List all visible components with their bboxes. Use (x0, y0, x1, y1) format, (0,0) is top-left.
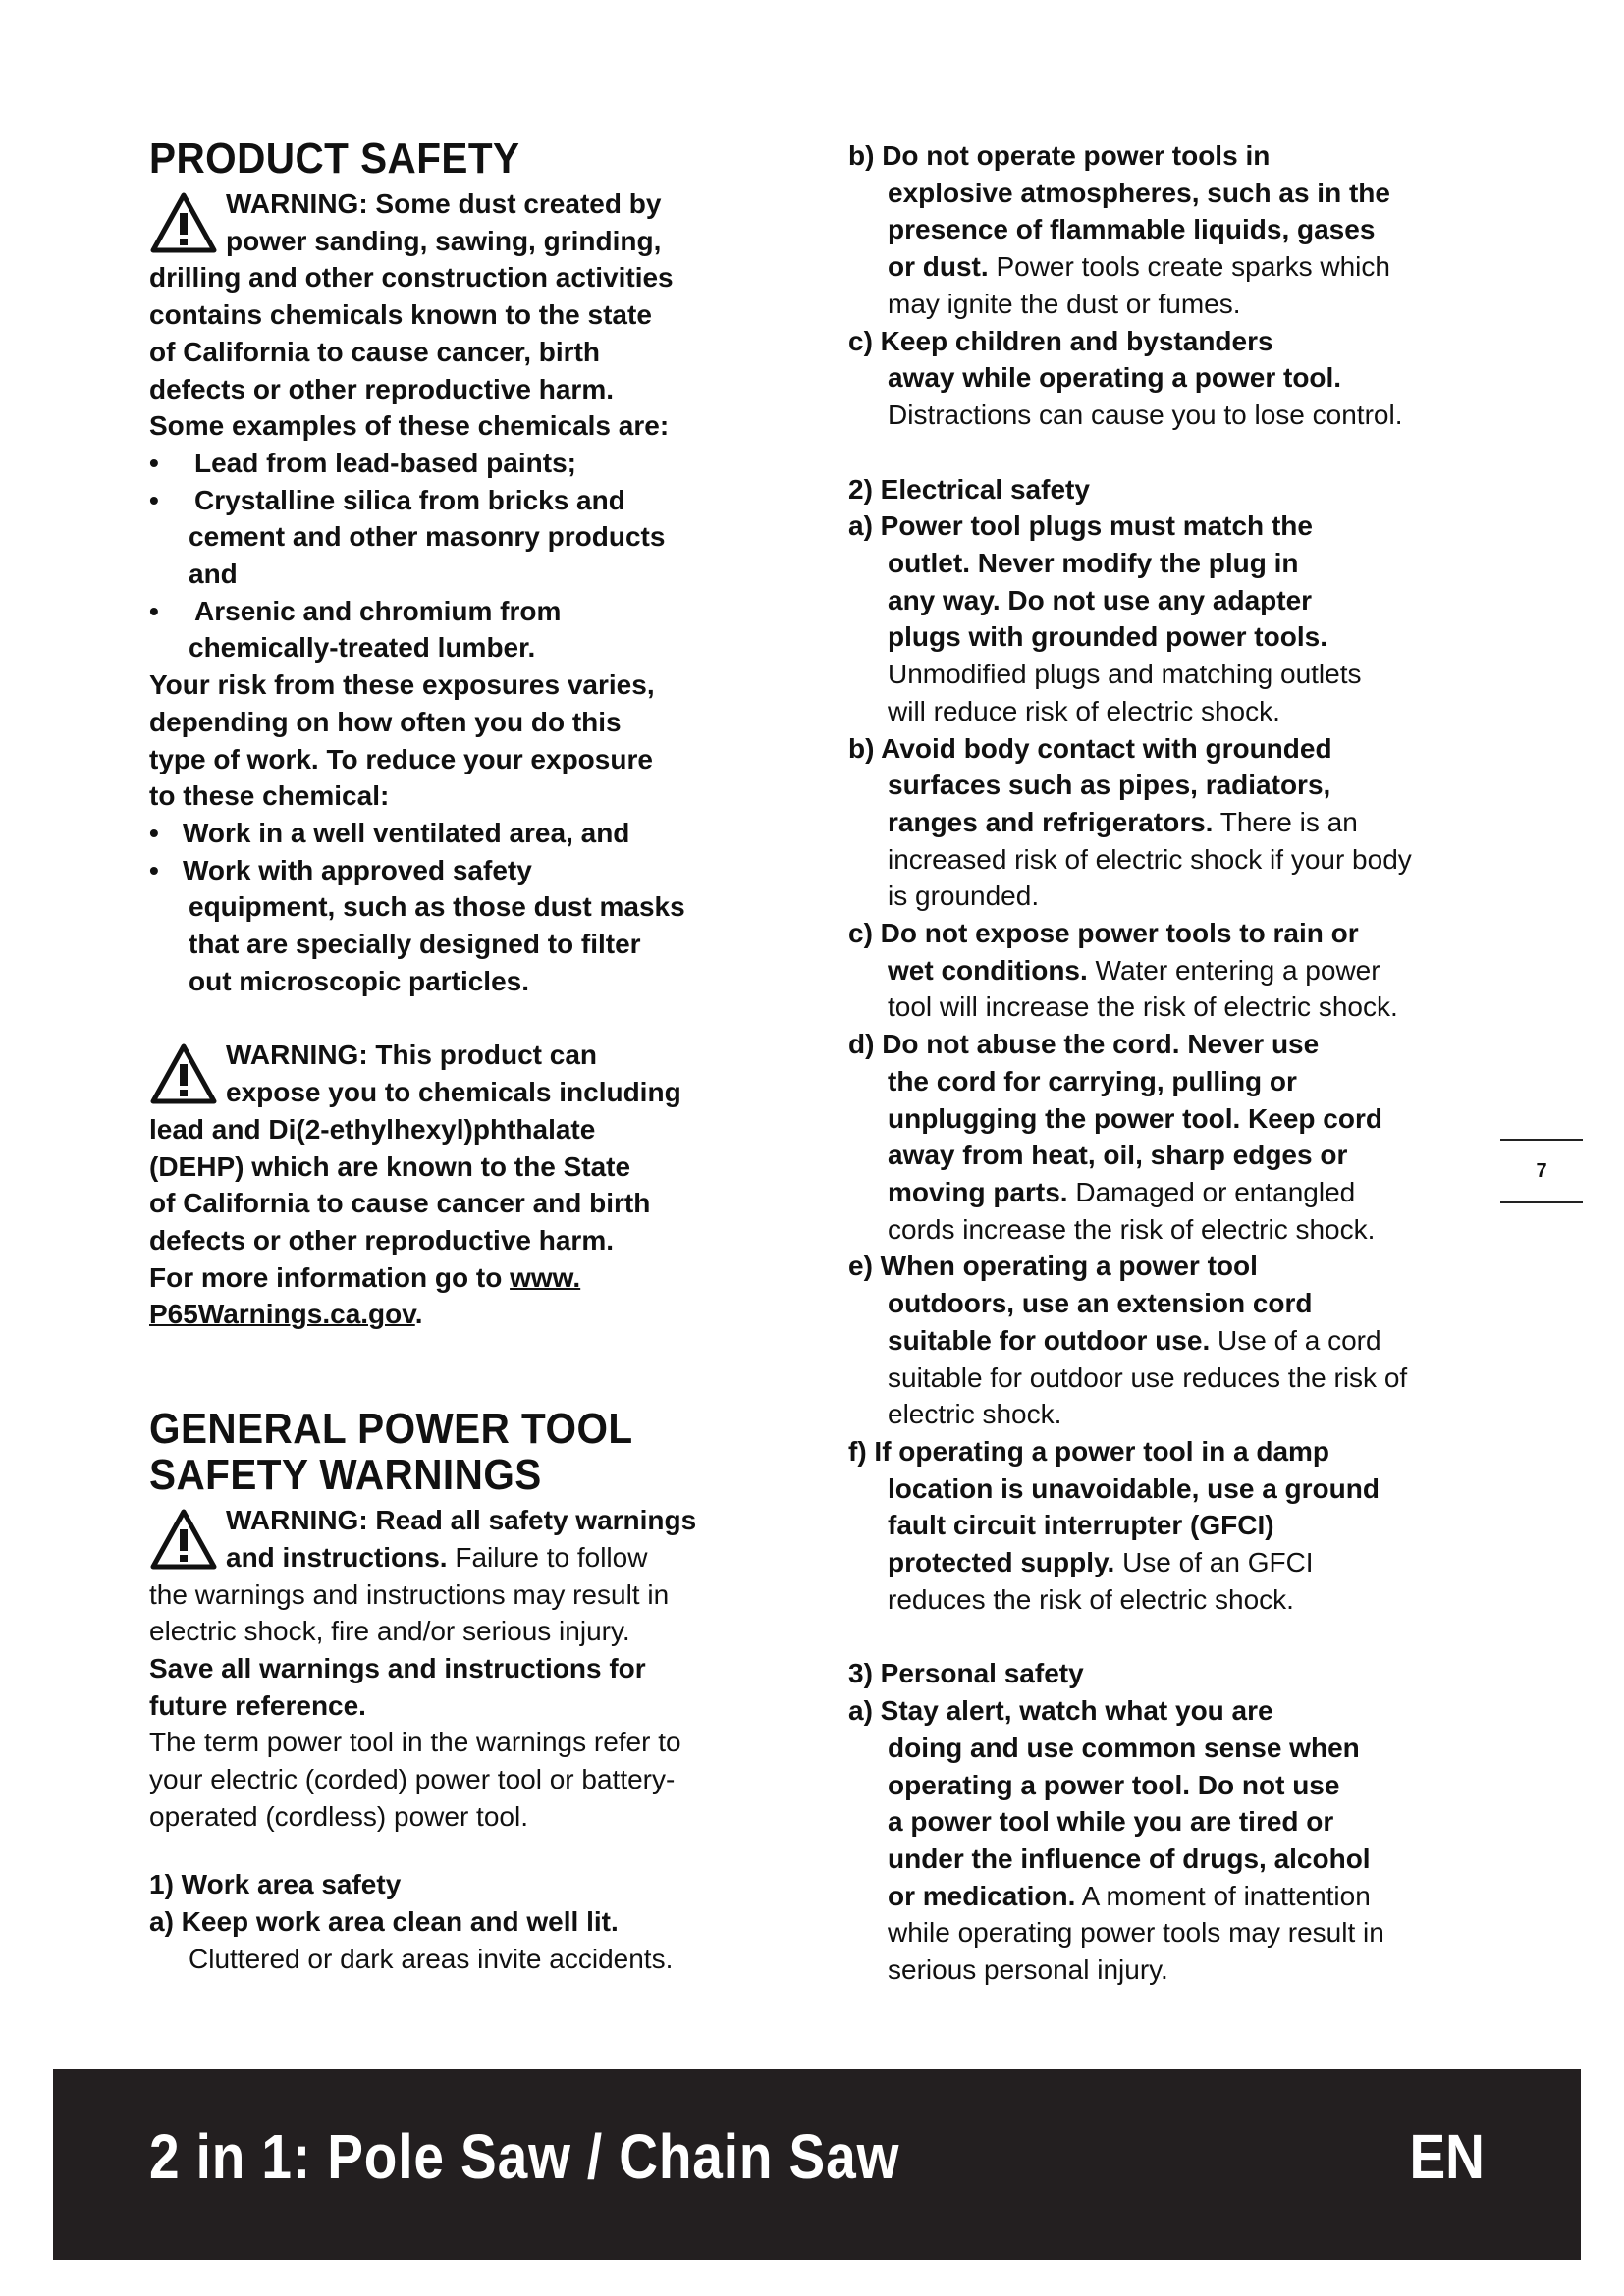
paragraph-line: type of work. To reduce your exposure (149, 743, 653, 774)
normal-text: Damaged or entangled (1067, 1176, 1356, 1207)
warning-line: defects or other reproductive harm. (149, 1224, 615, 1255)
bullet-icon: • (149, 484, 159, 515)
paragraph-line: to these chemical: (149, 780, 390, 812)
personal-safety-heading: 3) Personal safety (848, 1658, 1084, 1689)
paragraph-line: Your risk from these exposures varies, (149, 669, 655, 701)
item-line: while operating power tools may result in (888, 1917, 1384, 1949)
product-safety-heading: PRODUCT SAFETY (149, 134, 520, 183)
item-line: the cord for carrying, pulling or (888, 1065, 1297, 1096)
warning-line: power sanding, sawing, grinding, (226, 225, 662, 256)
item-line (848, 1878, 1496, 1915)
item-line: location is unavoidable, use a ground (888, 1472, 1380, 1504)
normal-text: Failure to follow (447, 1541, 648, 1573)
page-number: 7 (1500, 1139, 1583, 1203)
risk-paragraph (149, 667, 797, 815)
paragraph-line: The term power tool in the warnings refer to (149, 1727, 681, 1758)
bold-text: moving parts. (888, 1176, 1068, 1207)
bold-text: or dust. (888, 251, 989, 283)
item-line: outdoors, use an extension cord (888, 1288, 1313, 1319)
item-line: outlet. Never modify the plug in (888, 548, 1299, 579)
bold-text: suitable for outdoor use. (888, 1324, 1211, 1356)
item-c-rain (848, 915, 1496, 1026)
warning-triangle-icon (149, 191, 218, 254)
item-e-outdoors (848, 1248, 1496, 1433)
list-item-text: Work in a well ventilated area, and (183, 817, 630, 848)
item-line: c) Keep children and bystanders (848, 325, 1273, 356)
item-line: suitable for outdoor use reduces the risk of (888, 1362, 1408, 1393)
item-line: c) Do not expose power tools to rain or (848, 918, 1359, 949)
item-line: surfaces such as pipes, radiators, (888, 770, 1331, 801)
warning-line: electric shock, fire and/or serious injury. (149, 1616, 630, 1647)
list-item (149, 815, 797, 852)
warning-line: WARNING: This product can (226, 1040, 597, 1071)
item-line: a power tool while you are tired or (888, 1806, 1334, 1838)
right-column (848, 137, 1496, 1989)
warning-line: lead and Di(2-ethylhexyl)phthalate (149, 1113, 596, 1145)
item-line: away while operating a power tool. (888, 362, 1342, 394)
bold-text: protected supply. (888, 1547, 1115, 1578)
reduce-bullet-list (149, 815, 797, 1000)
warning-line (149, 1539, 797, 1576)
normal-text: Water entering a power (1087, 954, 1380, 986)
item-line: is grounded. (888, 881, 1040, 912)
item-line: explosive atmospheres, such as in the (888, 177, 1390, 208)
item-a-alert (848, 1692, 1496, 1989)
product-title: 2 in 1: Pole Saw / Chain Saw (149, 2121, 900, 2192)
item-c-children (848, 323, 1496, 434)
warning-line: Some examples of these chemicals are: (149, 410, 670, 442)
p65-link[interactable]: www. (510, 1261, 581, 1293)
list-item (149, 593, 797, 667)
paragraph-line: depending on how often you do this (149, 706, 622, 737)
list-item (149, 445, 797, 482)
warning-line: defects or other reproductive harm. (149, 373, 615, 404)
bullet-icon: • (149, 854, 159, 885)
item-a-plugs (848, 507, 1496, 729)
item-line: fault circuit interrupter (GFCI) (888, 1510, 1274, 1541)
item-f-damp (848, 1433, 1496, 1619)
warning-line: drilling and other construction activities (149, 262, 674, 294)
bold-text: wet conditions. (888, 954, 1088, 986)
left-column (149, 135, 797, 1978)
work-area-item-a: a) Keep work area clean and well lit. (149, 1906, 619, 1938)
general-warning (149, 1502, 797, 1724)
california-warning-2 (149, 1037, 797, 1333)
warning-line: future reference. (149, 1689, 366, 1721)
list-item-text: chemically-treated lumber. (189, 632, 536, 664)
item-line (848, 804, 1496, 841)
list-item (149, 482, 797, 593)
item-line: increased risk of electric shock if your body (888, 843, 1412, 875)
warning-line: Save all warnings and instructions for (149, 1652, 646, 1683)
punctuation: . (414, 1299, 423, 1330)
list-item-text: equipment, such as those dust masks (189, 891, 685, 923)
normal-text: There is an (1213, 806, 1358, 837)
item-line (848, 1544, 1496, 1581)
bullet-icon: • (149, 447, 159, 478)
item-line: b) Do not operate power tools in (848, 140, 1271, 171)
item-line (848, 952, 1496, 989)
normal-text: A moment of inattention (1075, 1880, 1371, 1911)
list-item-text: Lead from lead-based paints; (194, 447, 576, 478)
bullet-icon: • (149, 817, 159, 848)
electrical-safety-heading: 2) Electrical safety (848, 473, 1090, 505)
item-line: reduces the risk of electric shock. (888, 1583, 1294, 1615)
list-item-text: cement and other masonry products (189, 521, 666, 553)
warning-line: of California to cause cancer and birth (149, 1188, 651, 1219)
list-item-text: and (189, 559, 238, 590)
heading-line: SAFETY WARNINGS (149, 1451, 542, 1500)
warning-triangle-icon (149, 1508, 218, 1571)
chemical-bullet-list (149, 445, 797, 667)
paragraph-line: your electric (corded) power tool or battery- (149, 1764, 676, 1795)
language-code: EN (1409, 2121, 1485, 2192)
item-line: operating a power tool. Do not use (888, 1769, 1340, 1800)
warning-line: contains chemicals known to the state (149, 299, 652, 331)
item-line: a) Power tool plugs must match the (848, 510, 1313, 542)
item-line: away from heat, oil, sharp edges or (888, 1140, 1348, 1171)
warning-line: expose you to chemicals including (226, 1077, 681, 1108)
warning-text: For more information go to (149, 1261, 503, 1293)
list-item-text: Work with approved safety (183, 854, 532, 885)
bold-text: and instructions. (226, 1541, 448, 1573)
item-line: will reduce risk of electric shock. (888, 695, 1280, 726)
warning-line (149, 1296, 797, 1333)
footer-banner (53, 2069, 1581, 2260)
item-line: under the influence of drugs, alcohol (888, 1842, 1371, 1874)
bold-text: ranges and refrigerators. (888, 806, 1214, 837)
item-line: any way. Do not use any adapter (888, 584, 1313, 615)
item-line: plugs with grounded power tools. (888, 621, 1327, 653)
bold-text: or medication. (888, 1880, 1076, 1911)
item-line: unplugging the power tool. Keep cord (888, 1102, 1382, 1134)
item-line: b) Avoid body contact with grounded (848, 732, 1332, 764)
item-line: e) When operating a power tool (848, 1251, 1258, 1282)
warning-line: WARNING: Some dust created by (226, 188, 662, 219)
item-line (848, 1322, 1496, 1360)
p65-link[interactable]: P65Warnings.ca.gov (149, 1299, 415, 1330)
warning-line: of California to cause cancer, birth (149, 336, 601, 367)
item-line: doing and use common sense when (888, 1732, 1360, 1763)
item-d-cord (848, 1026, 1496, 1248)
item-line: Distractions can cause you to lose control. (888, 399, 1403, 430)
item-line (848, 1174, 1496, 1211)
normal-text: Use of a cord (1210, 1324, 1381, 1356)
item-b-body-contact (848, 730, 1496, 916)
item-b-explosive (848, 137, 1496, 323)
item-line: presence of flammable liquids, gases (888, 214, 1376, 245)
item-line: f) If operating a power tool in a damp (848, 1435, 1330, 1467)
list-item-text: Crystalline silica from bricks and (194, 484, 625, 515)
item-line (848, 248, 1496, 286)
warning-line: (DEHP) which are known to the State (149, 1150, 631, 1182)
list-item-text: Arsenic and chromium from (194, 595, 562, 626)
term-paragraph (149, 1724, 797, 1835)
list-item-text: that are specially designed to filter (189, 929, 641, 960)
normal-text: Power tools create sparks which (988, 251, 1390, 283)
list-item (149, 852, 797, 1000)
paragraph-line: operated (cordless) power tool. (149, 1800, 528, 1832)
item-line: Unmodified plugs and matching outlets (888, 659, 1362, 690)
item-line: tool will increase the risk of electric shock. (888, 991, 1398, 1023)
california-warning-1 (149, 186, 797, 445)
warning-line: WARNING: Read all safety warnings (226, 1505, 697, 1536)
heading-line: GENERAL POWER TOOL (149, 1405, 633, 1454)
item-line: cords increase the risk of electric shock. (888, 1213, 1376, 1245)
normal-text: Use of an GFCI (1114, 1547, 1314, 1578)
general-warnings-heading (149, 1406, 745, 1498)
list-item-text: out microscopic particles. (189, 965, 529, 996)
item-line: electric shock. (888, 1399, 1062, 1430)
item-line: a) Stay alert, watch what you are (848, 1695, 1273, 1727)
bullet-icon: • (149, 595, 159, 626)
warning-line: the warnings and instructions may result in (149, 1578, 670, 1610)
work-area-item-a-text: Cluttered or dark areas invite accidents. (189, 1943, 674, 1974)
item-line: may ignite the dust or fumes. (888, 288, 1241, 319)
item-line: d) Do not abuse the cord. Never use (848, 1029, 1320, 1060)
item-line: serious personal injury. (888, 1954, 1168, 1986)
work-area-heading: 1) Work area safety (149, 1869, 402, 1900)
warning-triangle-icon (149, 1042, 218, 1105)
warning-line (149, 1259, 797, 1297)
